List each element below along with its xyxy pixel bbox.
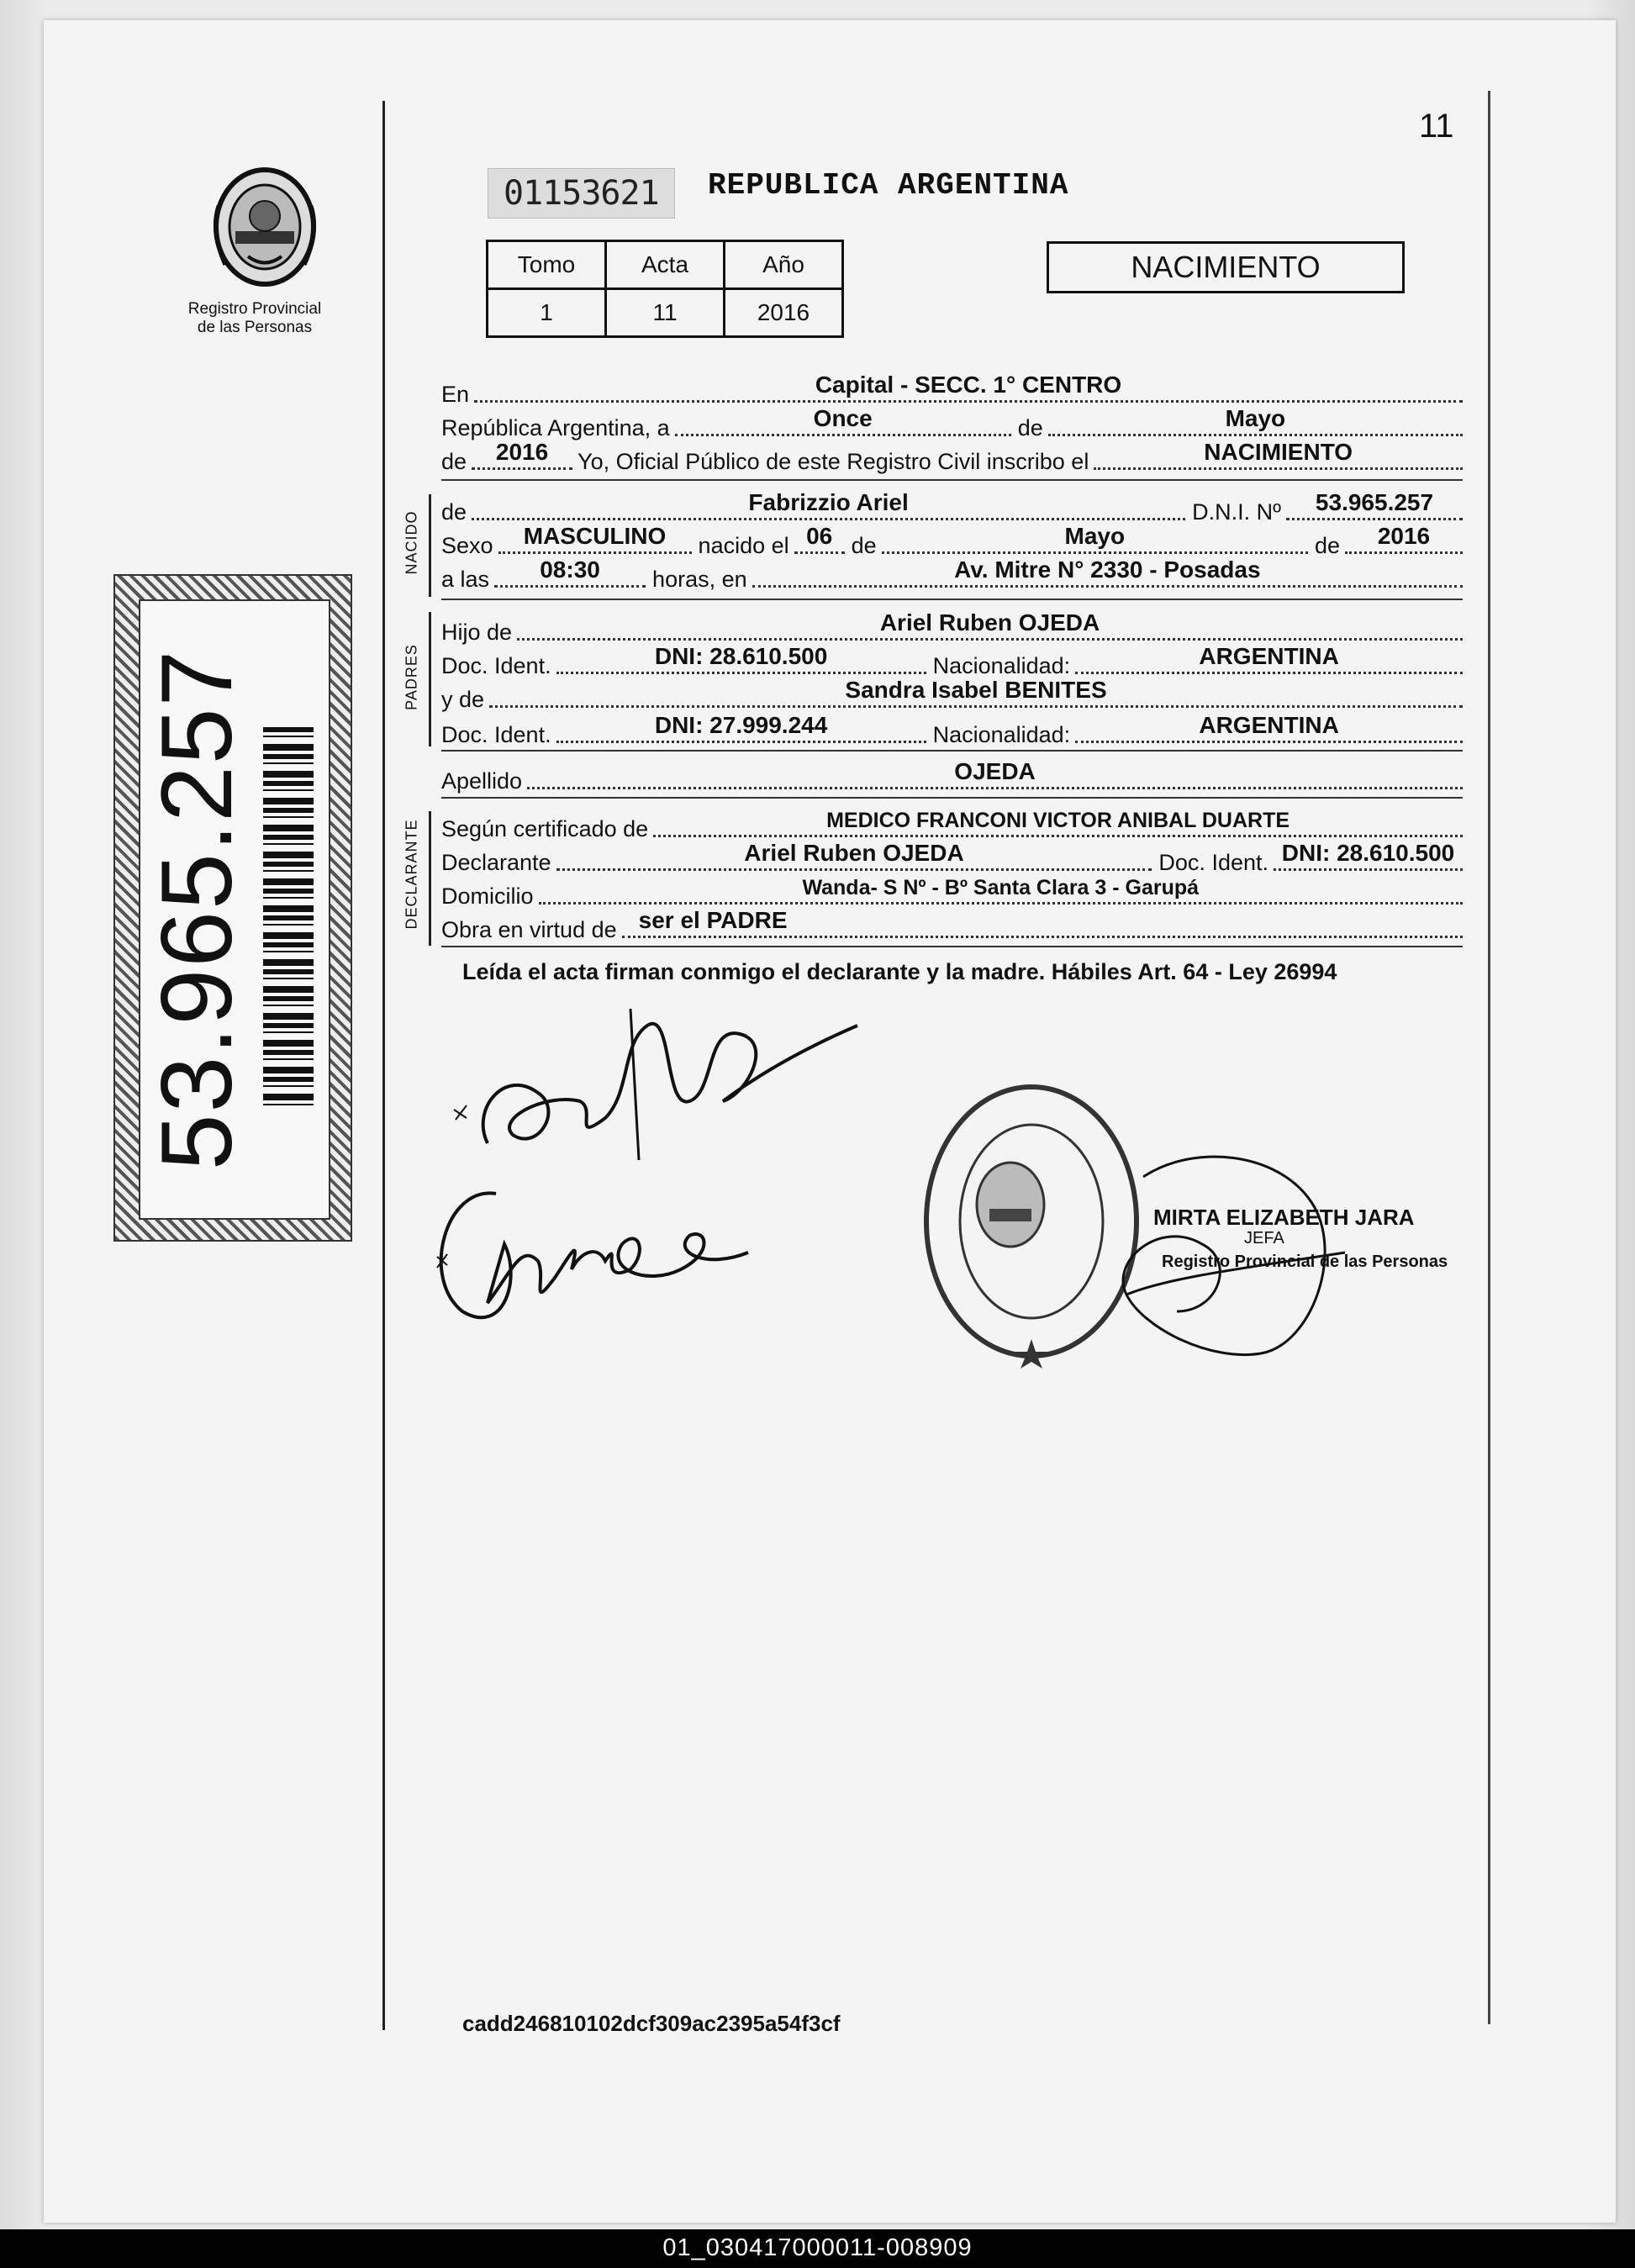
label-declarante: Declarante: [441, 850, 551, 875]
field-birth-year: [1345, 523, 1463, 554]
value-birth-year: 2016: [1377, 523, 1431, 549]
padres-label: PADRES: [403, 644, 420, 710]
barcode-icon: [263, 727, 314, 1105]
row-en: [441, 374, 1463, 408]
row-nacido-sex: [441, 525, 1463, 559]
document-hash: cadd246810102dcf309ac2395a54f3cf: [462, 2011, 841, 2036]
field-day: [675, 405, 1011, 436]
barcode-dni-number: 53.965.257: [140, 648, 253, 1171]
row-republica: [441, 405, 1463, 441]
value-sexo: MASCULINO: [523, 523, 667, 549]
field-mother-nationality: [1075, 712, 1463, 743]
label-apellido: Apellido: [441, 768, 523, 794]
declarant-signature-icon: [437, 975, 874, 1168]
nacido-bar: [429, 494, 431, 597]
row-y-de: [441, 679, 1463, 713]
rule-padres: [441, 750, 1463, 752]
field-father-doc: [556, 643, 926, 674]
field-birth-day: [794, 523, 845, 554]
value-father-name: Ariel Ruben OJEDA: [879, 609, 1100, 636]
declarante-label: DECLARANTE: [403, 819, 420, 930]
label-nacido-el: nacido el: [698, 533, 789, 558]
row-declarante: [441, 842, 1463, 876]
officer-signature-icon: [1093, 1126, 1379, 1370]
label-horas-en: horas, en: [652, 567, 747, 592]
field-birth-month: [882, 523, 1308, 554]
field-month: [1048, 405, 1463, 436]
label-sexo: Sexo: [441, 533, 493, 558]
province-crest-icon: [202, 156, 328, 298]
label-republica: República Argentina, a: [441, 415, 670, 440]
left-margin-rule: [382, 101, 385, 2030]
row-nacido-hour: [441, 556, 1463, 593]
acta-table: [486, 240, 844, 338]
label-official: Yo, Oficial Público de este Registro Civil inscribo el: [578, 449, 1089, 474]
label-nacido-de: de: [441, 499, 467, 525]
label-en: En: [441, 382, 470, 407]
field-hour: [494, 556, 646, 588]
rule-nacido: [441, 599, 1463, 600]
value-year: 2016: [495, 439, 549, 465]
row-year: [441, 441, 1463, 475]
page-number: 11: [1419, 108, 1454, 145]
label-de-year: de: [441, 449, 467, 474]
label-domicilio: Domicilio: [441, 883, 534, 909]
rule-apellido: [441, 797, 1463, 799]
value-father-doc: DNI: 28.610.500: [654, 643, 828, 669]
field-apellido: [527, 758, 1463, 789]
value-month: Mayo: [1225, 405, 1286, 431]
value-place: Av. Mitre N° 2330 - Posadas: [954, 556, 1261, 583]
label-hijo-de: Hijo de: [441, 620, 513, 645]
row-obra: [441, 907, 1463, 943]
field-year: [472, 439, 572, 470]
field-declarante: [556, 840, 1152, 871]
field-child-name: [472, 489, 1185, 520]
acta-value-ano: 2016: [725, 289, 843, 337]
field-en: [474, 372, 1463, 403]
label-de-month: de: [1017, 415, 1043, 440]
value-child-dni: 53.965.257: [1315, 489, 1434, 515]
label-obra: Obra en virtud de: [441, 917, 617, 942]
registry-name-line2: de las Personas: [197, 319, 313, 336]
value-day: Once: [813, 405, 873, 431]
rule-declarante: [441, 946, 1463, 947]
field-obra: [622, 907, 1463, 938]
right-margin-rule: [1488, 91, 1490, 2024]
value-father-nationality: ARGENTINA: [1199, 643, 1339, 669]
row-nacido-name: [441, 489, 1463, 525]
value-obra: ser el PADRE: [638, 907, 788, 933]
field-declarante-doc: [1274, 840, 1463, 871]
mother-signature-icon: [429, 1177, 765, 1345]
field-sexo: [498, 523, 692, 554]
value-declarante-doc: DNI: 28.610.500: [1281, 840, 1455, 866]
acta-value-tomo: 1: [488, 289, 606, 337]
value-apellido: OJEDA: [954, 758, 1036, 784]
barcode-inner: [139, 599, 330, 1220]
padres-bar: [429, 612, 431, 746]
record-type-box: NACIMIENTO: [1047, 241, 1405, 293]
row-domicilio: [441, 876, 1463, 910]
row-mother-doc: [441, 712, 1463, 748]
barcode-panel: [113, 574, 352, 1242]
value-mother-nationality: ARGENTINA: [1199, 712, 1339, 738]
value-birth-month: Mayo: [1064, 523, 1126, 549]
row-father-doc: [441, 643, 1463, 679]
field-inscribe: [1094, 439, 1463, 470]
closing-statement: Leída el acta firman conmigo el declarante y la madre. Hábiles Art. 64 - Ley 26994: [462, 959, 1337, 984]
label-nacido-de2: de: [851, 533, 877, 558]
acta-header-acta: Acta: [606, 241, 725, 289]
field-father-name: [517, 609, 1463, 641]
value-hour: 08:30: [540, 556, 600, 583]
value-child-name: Fabrizzio Ariel: [748, 489, 909, 515]
field-child-dni: [1286, 489, 1463, 520]
field-mother-doc: [556, 712, 926, 743]
officer-office: Registro Provincial de las Personas: [1162, 1253, 1448, 1271]
nacido-label: NACIDO: [403, 510, 420, 575]
label-a-las: a las: [441, 567, 490, 592]
value-mother-doc: DNI: 27.999.244: [654, 712, 828, 738]
label-declarante-doc: Doc. Ident.: [1158, 850, 1268, 875]
officer-title: JEFA: [1244, 1229, 1284, 1247]
field-father-nationality: [1075, 643, 1463, 674]
value-inscribe: NACIMIENTO: [1204, 439, 1353, 465]
label-y-de: y de: [441, 687, 485, 712]
value-mother-name: Sandra Isabel BENITES: [845, 677, 1107, 703]
row-segun: [441, 809, 1463, 842]
country-title: REPUBLICA ARGENTINA: [708, 168, 1069, 203]
acta-header-tomo: Tomo: [488, 241, 606, 289]
label-mother-nationality: Nacionalidad:: [932, 722, 1071, 747]
acta-table-header: [488, 241, 843, 289]
value-birth-day: 06: [806, 523, 833, 549]
value-domicilio: Wanda- S Nº - Bº Santa Clara 3 - Garupá: [802, 876, 1200, 899]
field-certificado: [653, 811, 1463, 837]
row-apellido: [441, 758, 1463, 794]
row-hijo-de: [441, 609, 1463, 646]
registry-name-line1: Registro Provincial: [187, 300, 322, 318]
value-certificado: MEDICO FRANCONI VICTOR ANIBAL DUARTE: [826, 809, 1290, 832]
footer-id: 01_030417000011-008909: [662, 2234, 973, 2261]
field-domicilio: [539, 878, 1463, 905]
label-nacido-de3: de: [1314, 533, 1340, 558]
acta-header-ano: Año: [725, 241, 843, 289]
officer-name: MIRTA ELIZABETH JARA: [1153, 1205, 1415, 1230]
acta-value-acta: 11: [606, 289, 725, 337]
field-mother-name: [489, 677, 1463, 708]
value-en: Capital - SECC. 1° CENTRO: [815, 372, 1122, 398]
serial-number: 01153621: [488, 168, 675, 219]
value-declarante: Ariel Ruben OJEDA: [744, 840, 964, 866]
label-father-nationality: Nacionalidad:: [932, 653, 1071, 678]
acta-table-values: [488, 289, 843, 337]
label-father-doc: Doc. Ident.: [441, 653, 551, 678]
declarante-bar: [429, 811, 431, 946]
label-dni: D.N.I. Nº: [1192, 499, 1281, 525]
rule-intro: [441, 479, 1463, 481]
label-mother-doc: Doc. Ident.: [441, 722, 551, 747]
registry-name: [154, 300, 356, 337]
label-segun: Según certificado de: [441, 816, 649, 841]
field-place: [752, 556, 1463, 588]
